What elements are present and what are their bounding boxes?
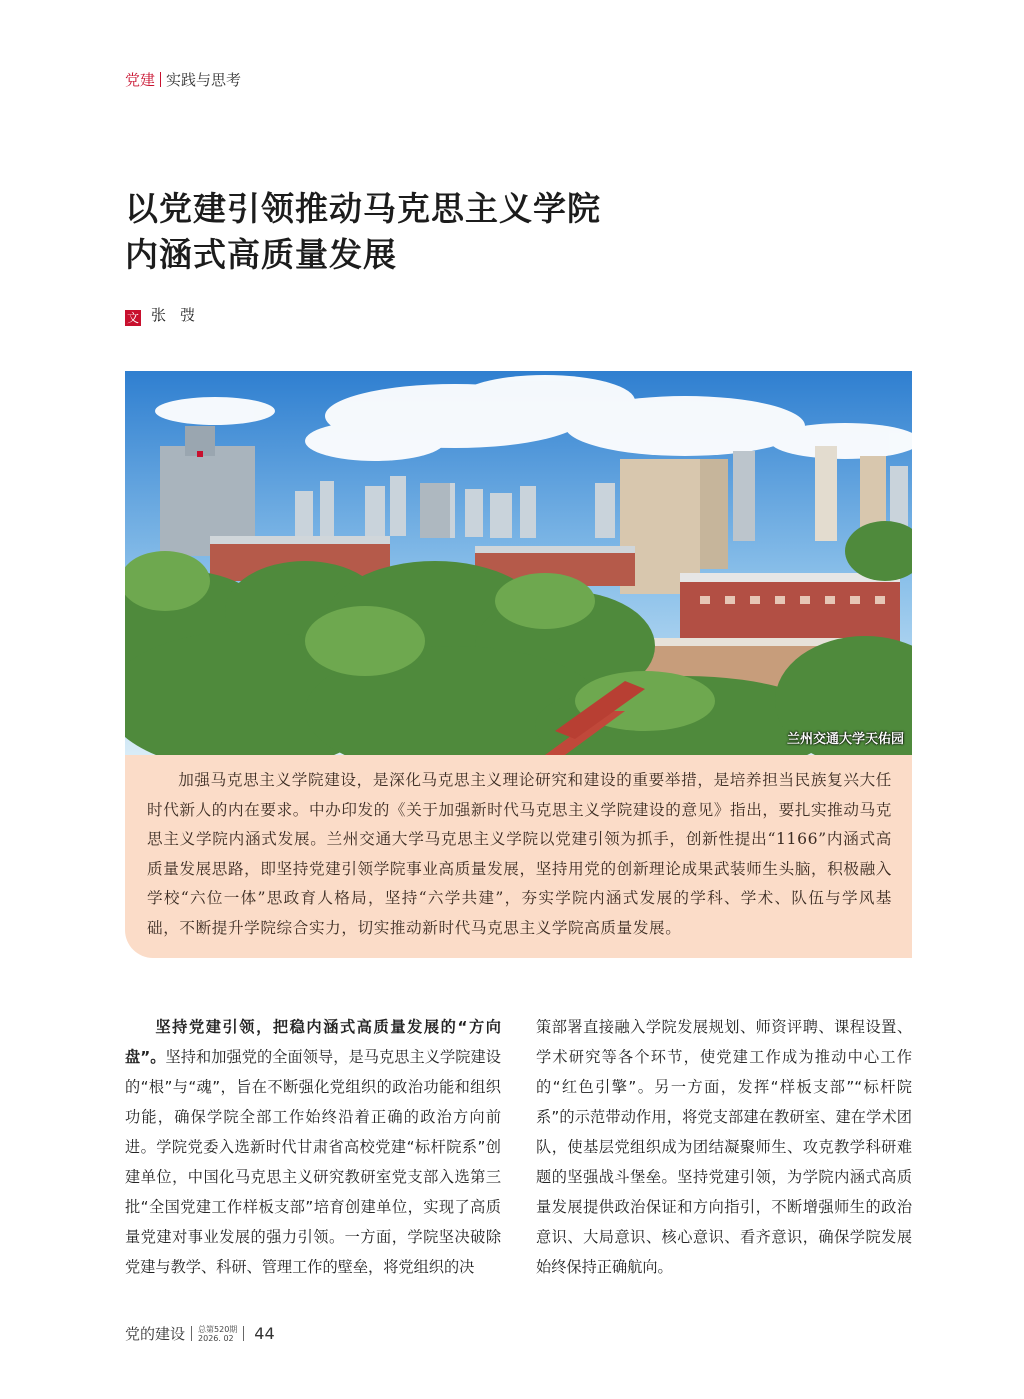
- abstract-text: 加强马克思主义学院建设，是深化马克思主义理论研究和建设的重要举措，是培养担当民族复兴大任时代新人的内在要求。中办印发的《关于加强新时代马克思主义学院建设的意见》指出，要扎实推动马克思主义学院内涵式发展。兰州交通大学马克思主义学院以党建引领为抓手，创新性提出“1166”内涵式高质量发展思路，即坚持党建引领学院事业高质量发展，坚持用党的创新理论成果武装师生头脑，积极融入学校“六位一体”思政育人格局，坚持“六学共建”，夯实学院内涵式发展的学科、学术、队伍与学风基础，不断提升学院综合实力，切实推动新时代马克思主义学院高质量发展。: [147, 771, 892, 937]
- title-line-2: 内涵式高质量发展: [125, 235, 397, 274]
- byline: [125, 304, 209, 326]
- section-label: 党建: [125, 71, 156, 89]
- footer-divider: [191, 1326, 192, 1341]
- header-divider: [160, 72, 161, 87]
- author-name: 张弢: [151, 306, 210, 324]
- body-column-left: [125, 1012, 501, 1282]
- article-title: [125, 186, 601, 278]
- campus-photo: [125, 371, 912, 755]
- photo-caption: 兰州交通大学天佑园: [786, 732, 904, 747]
- issue-info: [198, 1325, 237, 1343]
- footer-divider-2: [243, 1326, 244, 1341]
- author-mark: 文: [126, 311, 139, 325]
- title-line-1: 以党建引领推动马克思主义学院: [125, 189, 601, 228]
- page-number: 44: [254, 1324, 275, 1343]
- section-lead: 坚持党建引领，把稳内涵式高质量发展的“方向盘”。: [125, 1018, 501, 1066]
- body-left-text: 坚持和加强党的全面领导，是马克思主义学院建设的“根”与“魂”，旨在不断强化党组织的政治功能和组织功能，确保学院全部工作始终沿着正确的政治方向前进。学院党委入选新时代甘肃省高校党建“标杆院系”创建单位，中国化马克思主义研究教研室党支部入选第三批“全国党建工作样板支部”培育创建单位，实现了高质量党建对事业发展的强力引领。一方面，学院坚决破除党建与教学、科研、管理工作的壁垒，将党组织的决: [125, 1048, 501, 1276]
- campus-photo-illustration: [125, 371, 912, 755]
- journal-name: 党的建设: [125, 1325, 186, 1343]
- issue-total: 总第520期: [198, 1324, 238, 1334]
- abstract-box: [125, 755, 912, 958]
- section-header: [125, 69, 241, 90]
- subsection-label: 实践与思考: [166, 71, 242, 89]
- issue-date: 2026. 02: [198, 1333, 234, 1343]
- page-footer: [125, 1323, 275, 1344]
- body-column-right: 策部署直接融入学院发展规划、师资评聘、课程设置、学术研究等各个环节，使党建工作成为推动中心工作的“红色引擎”。另一方面，发挥“样板支部”“标杆院系”的示范带动作用，将党支部建在教研室、建在学术团队，使基层党组织成为团结凝聚师生、攻克教学科研难题的坚强战斗堡垒。坚持党建引领，为学院内涵式高质量发展提供政治保证和方向指引，不断增强师生的政治意识、大局意识、核心意识、看齐意识，确保学院发展始终保持正确航向。: [536, 1018, 912, 1276]
